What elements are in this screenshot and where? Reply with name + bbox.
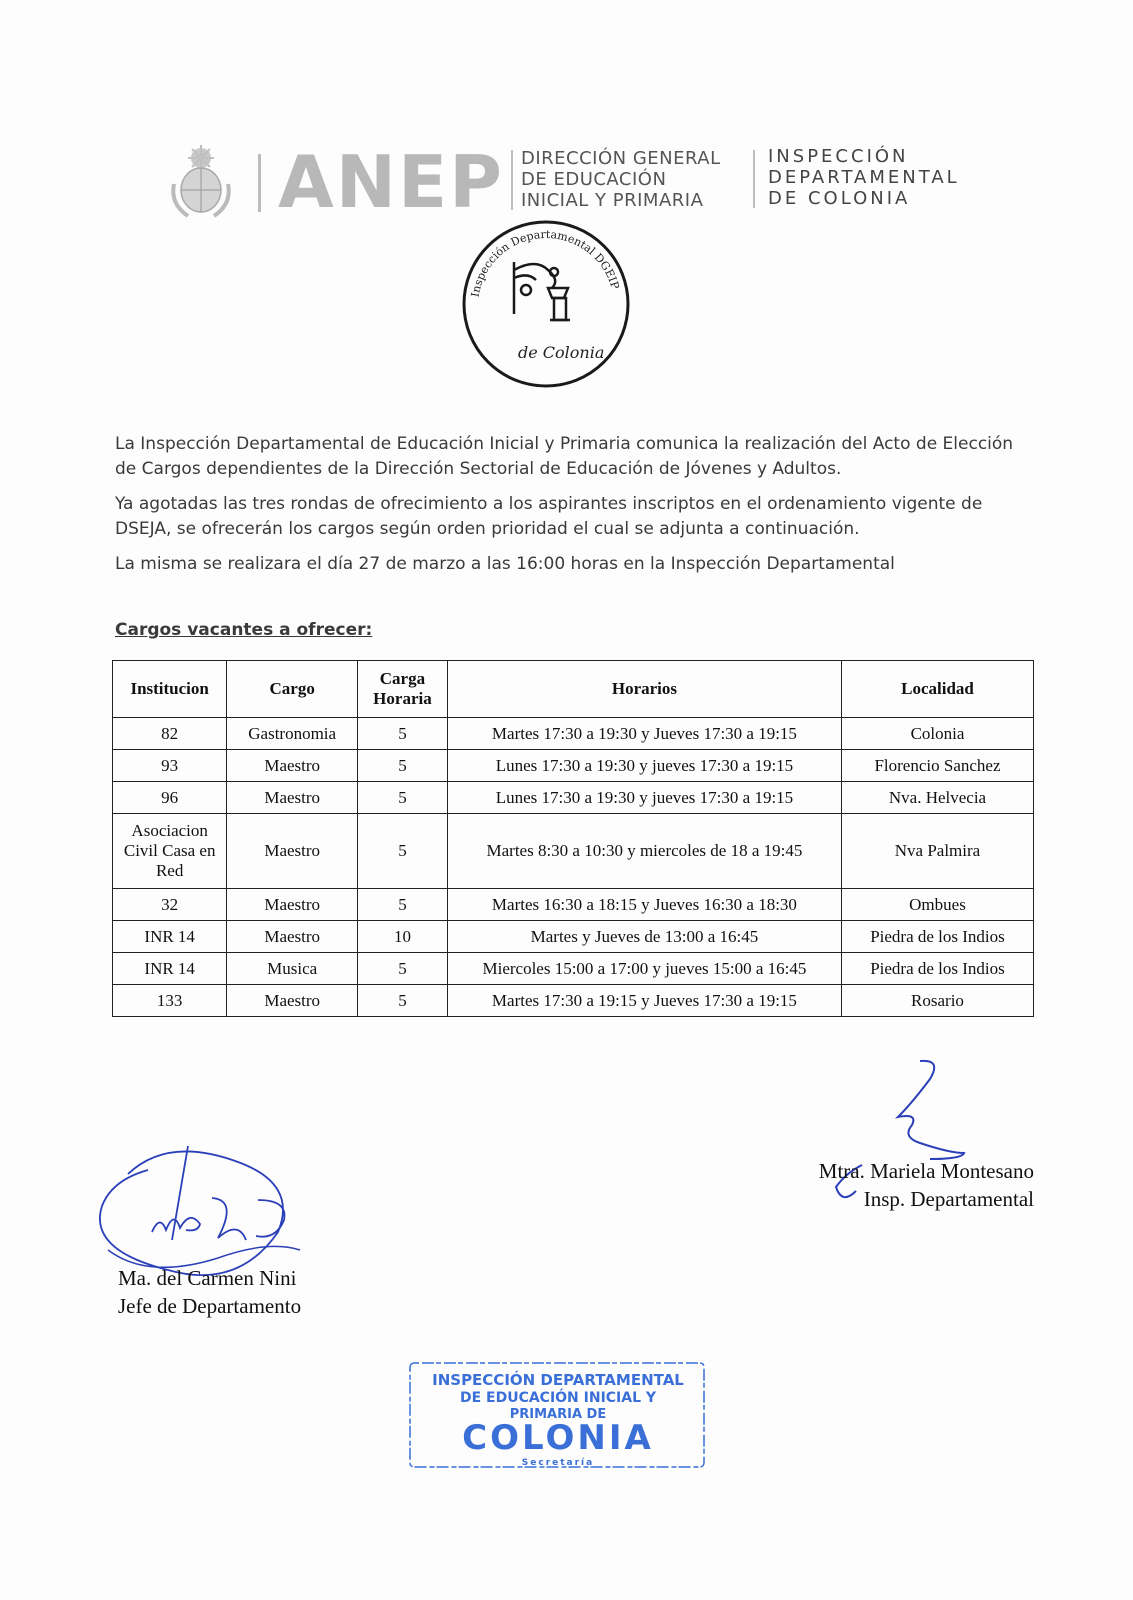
table-row	[113, 782, 1034, 814]
section-title: Cargos vacantes a ofrecer:	[115, 620, 373, 640]
signature-block-right	[798, 1157, 1034, 1213]
svg-text:Inspección Departamental DGEIP: Inspección Departamental DGEIP	[468, 227, 622, 298]
cell-horarios: Martes 16:30 a 18:15 y Jueves 16:30 a 18:30	[447, 889, 841, 921]
cell-horarios: Martes 17:30 a 19:30 y Jueves 17:30 a 19:15	[447, 718, 841, 750]
cell-cargo: Maestro	[227, 814, 358, 889]
cell-cargo: Gastronomia	[227, 718, 358, 750]
table-row	[113, 985, 1034, 1017]
cell-institucion: INR 14	[113, 921, 227, 953]
signer-title: Jefe de Departamento	[118, 1294, 302, 1318]
signer-name: Ma. del Carmen Nini	[118, 1266, 297, 1290]
letterhead	[168, 140, 988, 224]
inspection-line: INSPECCIÓN	[768, 146, 909, 167]
table-row	[113, 953, 1034, 985]
svg-text:PRIMARIA DE: PRIMARIA DE	[509, 1407, 607, 1422]
paragraph: La Inspección Departamental de Educación Inicial y Primaria comunica la realización del Acto de Elección de Cargos dependientes de la Dirección Sectorial de Educación de Jóvenes y Adultos.	[115, 434, 1014, 479]
cell-carga: 5	[358, 750, 448, 782]
cell-institucion: 32	[113, 889, 227, 921]
cell-horarios: Martes 17:30 a 19:15 y Jueves 17:30 a 19:15	[447, 985, 841, 1017]
cell-institucion: INR 14	[113, 953, 227, 985]
column-header: Cargo	[227, 661, 358, 718]
signer-name: Mtra. Mariela Montesano	[818, 1159, 1034, 1183]
svg-text:Secretaría: Secretaría	[521, 1458, 595, 1468]
paragraph: Ya agotadas las tres rondas de ofrecimiento a los aspirantes inscriptos en el ordenamiento vigente de DSEJA, se ofrecerán los cargos según orden prioridad el cual se adjunta a continuación.	[115, 494, 983, 539]
cell-carga: 5	[358, 985, 448, 1017]
cell-institucion: 82	[113, 718, 227, 750]
announcement-body	[115, 432, 1020, 587]
cell-cargo: Maestro	[227, 782, 358, 814]
table-header-row	[113, 661, 1034, 718]
svg-text:COLONIA: COLONIA	[462, 1418, 654, 1458]
cell-carga: 5	[358, 718, 448, 750]
dgeip-name	[521, 148, 721, 211]
divider	[511, 150, 513, 210]
uruguay-coat-of-arms-icon	[168, 144, 234, 220]
cell-horarios: Miercoles 15:00 a 17:00 y jueves 15:00 a 16:45	[447, 953, 841, 985]
cell-localidad: Ombues	[842, 889, 1034, 921]
vacancies-table	[112, 660, 1034, 1017]
cell-localidad: Piedra de los Indios	[842, 921, 1034, 953]
dgeip-line: INICIAL Y PRIMARIA	[521, 190, 704, 211]
cell-carga: 5	[358, 953, 448, 985]
secretaria-stamp-icon	[408, 1357, 708, 1471]
signature-block-left	[118, 1264, 301, 1320]
cell-localidad: Nva Palmira	[842, 814, 1034, 889]
cell-cargo: Maestro	[227, 985, 358, 1017]
anep-logo-text: ANEP	[278, 140, 504, 224]
table-row	[113, 921, 1034, 953]
cell-institucion: Asociacion Civil Casa en Red	[113, 814, 227, 889]
cell-cargo: Maestro	[227, 921, 358, 953]
cell-cargo: Maestro	[227, 889, 358, 921]
cell-localidad: Florencio Sanchez	[842, 750, 1034, 782]
cell-localidad: Colonia	[842, 718, 1034, 750]
cell-carga: 10	[358, 921, 448, 953]
divider	[258, 154, 261, 212]
paragraph: La misma se realizara el día 27 de marzo a las 16:00 horas en la Inspección Departamental	[115, 554, 895, 574]
table-row	[113, 750, 1034, 782]
column-header: Localidad	[842, 661, 1034, 718]
inspection-name	[768, 146, 960, 209]
cell-carga: 5	[358, 814, 448, 889]
column-header: Horarios	[447, 661, 841, 718]
signer-title: Insp. Departamental	[863, 1187, 1034, 1211]
column-header: Carga Horaria	[358, 661, 448, 718]
cell-institucion: 96	[113, 782, 227, 814]
inspection-line: DE COLONIA	[768, 188, 911, 209]
cell-horarios: Martes y Jueves de 13:00 a 16:45	[447, 921, 841, 953]
dgeip-line: DIRECCIÓN GENERAL	[521, 148, 721, 169]
svg-text:INSPECCIÓN DEPARTAMENTAL: INSPECCIÓN DEPARTAMENTAL	[432, 1371, 684, 1389]
cell-localidad: Nva. Helvecia	[842, 782, 1034, 814]
svg-text:de Colonia: de Colonia	[518, 343, 605, 362]
cell-horarios: Lunes 17:30 a 19:30 y jueves 17:30 a 19:15	[447, 782, 841, 814]
inspection-line: DEPARTAMENTAL	[768, 167, 960, 188]
table-row	[113, 889, 1034, 921]
column-header: Institucion	[113, 661, 227, 718]
cell-carga: 5	[358, 782, 448, 814]
divider	[753, 150, 755, 208]
cell-localidad: Piedra de los Indios	[842, 953, 1034, 985]
svg-text:DE EDUCACIÓN INICIAL Y: DE EDUCACIÓN INICIAL Y	[459, 1390, 657, 1406]
cell-horarios: Martes 8:30 a 10:30 y miercoles de 18 a 19:45	[447, 814, 841, 889]
cell-horarios: Lunes 17:30 a 19:30 y jueves 17:30 a 19:15	[447, 750, 841, 782]
cell-institucion: 133	[113, 985, 227, 1017]
dgeip-line: DE EDUCACIÓN	[521, 169, 667, 190]
cell-carga: 5	[358, 889, 448, 921]
table-row	[113, 718, 1034, 750]
table-row	[113, 814, 1034, 889]
cell-cargo: Maestro	[227, 750, 358, 782]
inspection-seal-icon	[456, 214, 636, 390]
cell-institucion: 93	[113, 750, 227, 782]
cell-localidad: Rosario	[842, 985, 1034, 1017]
cell-cargo: Musica	[227, 953, 358, 985]
